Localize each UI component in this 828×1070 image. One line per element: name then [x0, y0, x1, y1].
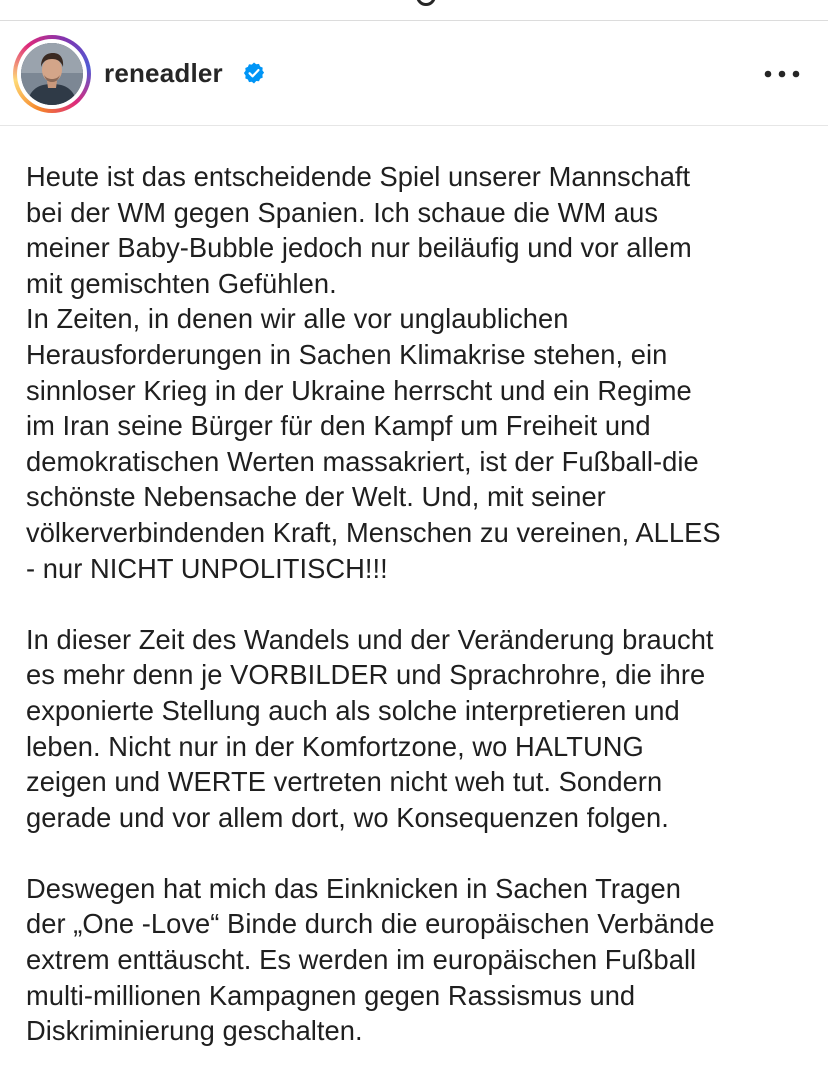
more-options-icon [764, 70, 800, 78]
caption-line: völkerverbindenden Kraft, Menschen zu vereinen, ALLES [26, 516, 721, 548]
caption-line: im Iran seine Bürger für den Kampf um Freiheit und [26, 410, 651, 442]
caption-line: extrem enttäuscht. Es werden im europäischen Fußball [26, 944, 697, 976]
caption-line: sinnloser Krieg in der Ukraine herrscht und ein Regime [26, 374, 692, 406]
caption-line: multi-millionen Kampagnen gegen Rassismus und [26, 979, 636, 1011]
avatar[interactable] [21, 43, 83, 105]
story-ring[interactable] [13, 35, 91, 113]
caption-line: schönste Nebensache der Welt. Und, mit seiner [26, 481, 606, 513]
caption-line: gerade und vor allem dort, wo Konsequenzen folgen. [26, 801, 669, 833]
caption-line: In Zeiten, in denen wir alle vor unglaublichen [26, 303, 569, 335]
top-strip [0, 0, 828, 21]
post-header [0, 21, 828, 126]
caption-line: demokratischen Werten massakriert, ist der Fußball-die [26, 445, 699, 477]
caption-line: In dieser Zeit des Wandels und der Veränderung braucht [26, 623, 714, 655]
caption-line: mit gemischten Gefühlen. [26, 267, 337, 299]
caption-line: meiner Baby-Bubble jedoch nur beiläufig und vor allem [26, 232, 692, 264]
caption-spacer [26, 586, 816, 622]
caption-line: bei der WM gegen Spanien. Ich schaue die WM aus [26, 196, 659, 228]
caption-line: Deswegen hat mich das Einknicken in Sachen Tragen [26, 872, 681, 904]
caption-line: der „One -Love“ Binde durch die europäischen Verbände [26, 908, 715, 940]
more-options-button[interactable] [760, 61, 804, 87]
caption-spacer [26, 835, 816, 871]
username[interactable]: reneadler [104, 58, 223, 88]
caption-line: Diskriminierung geschalten. [26, 1015, 363, 1047]
caption-line: - nur NICHT UNPOLITISCH!!! [26, 552, 388, 584]
caption-line: leben. Nicht nur in der Komfortzone, wo HALTUNG [26, 730, 644, 762]
verified-badge-icon [242, 61, 266, 85]
avatar-image [21, 43, 83, 105]
caption-line: zeigen und WERTE vertreten nicht weh tut. Sondern [26, 766, 663, 798]
caption-line: Heute ist das entscheidende Spiel unserer Mannschaft [26, 161, 691, 192]
caption-line: exponierte Stellung auch als solche interpretieren und [26, 694, 680, 726]
post-caption [26, 159, 816, 1049]
cropped-glyph [416, 0, 436, 6]
caption-line: Herausforderungen in Sachen Klimakrise stehen, ein [26, 338, 668, 370]
caption-line: es mehr denn je VORBILDER und Sprachrohre, die ihre [26, 659, 706, 691]
